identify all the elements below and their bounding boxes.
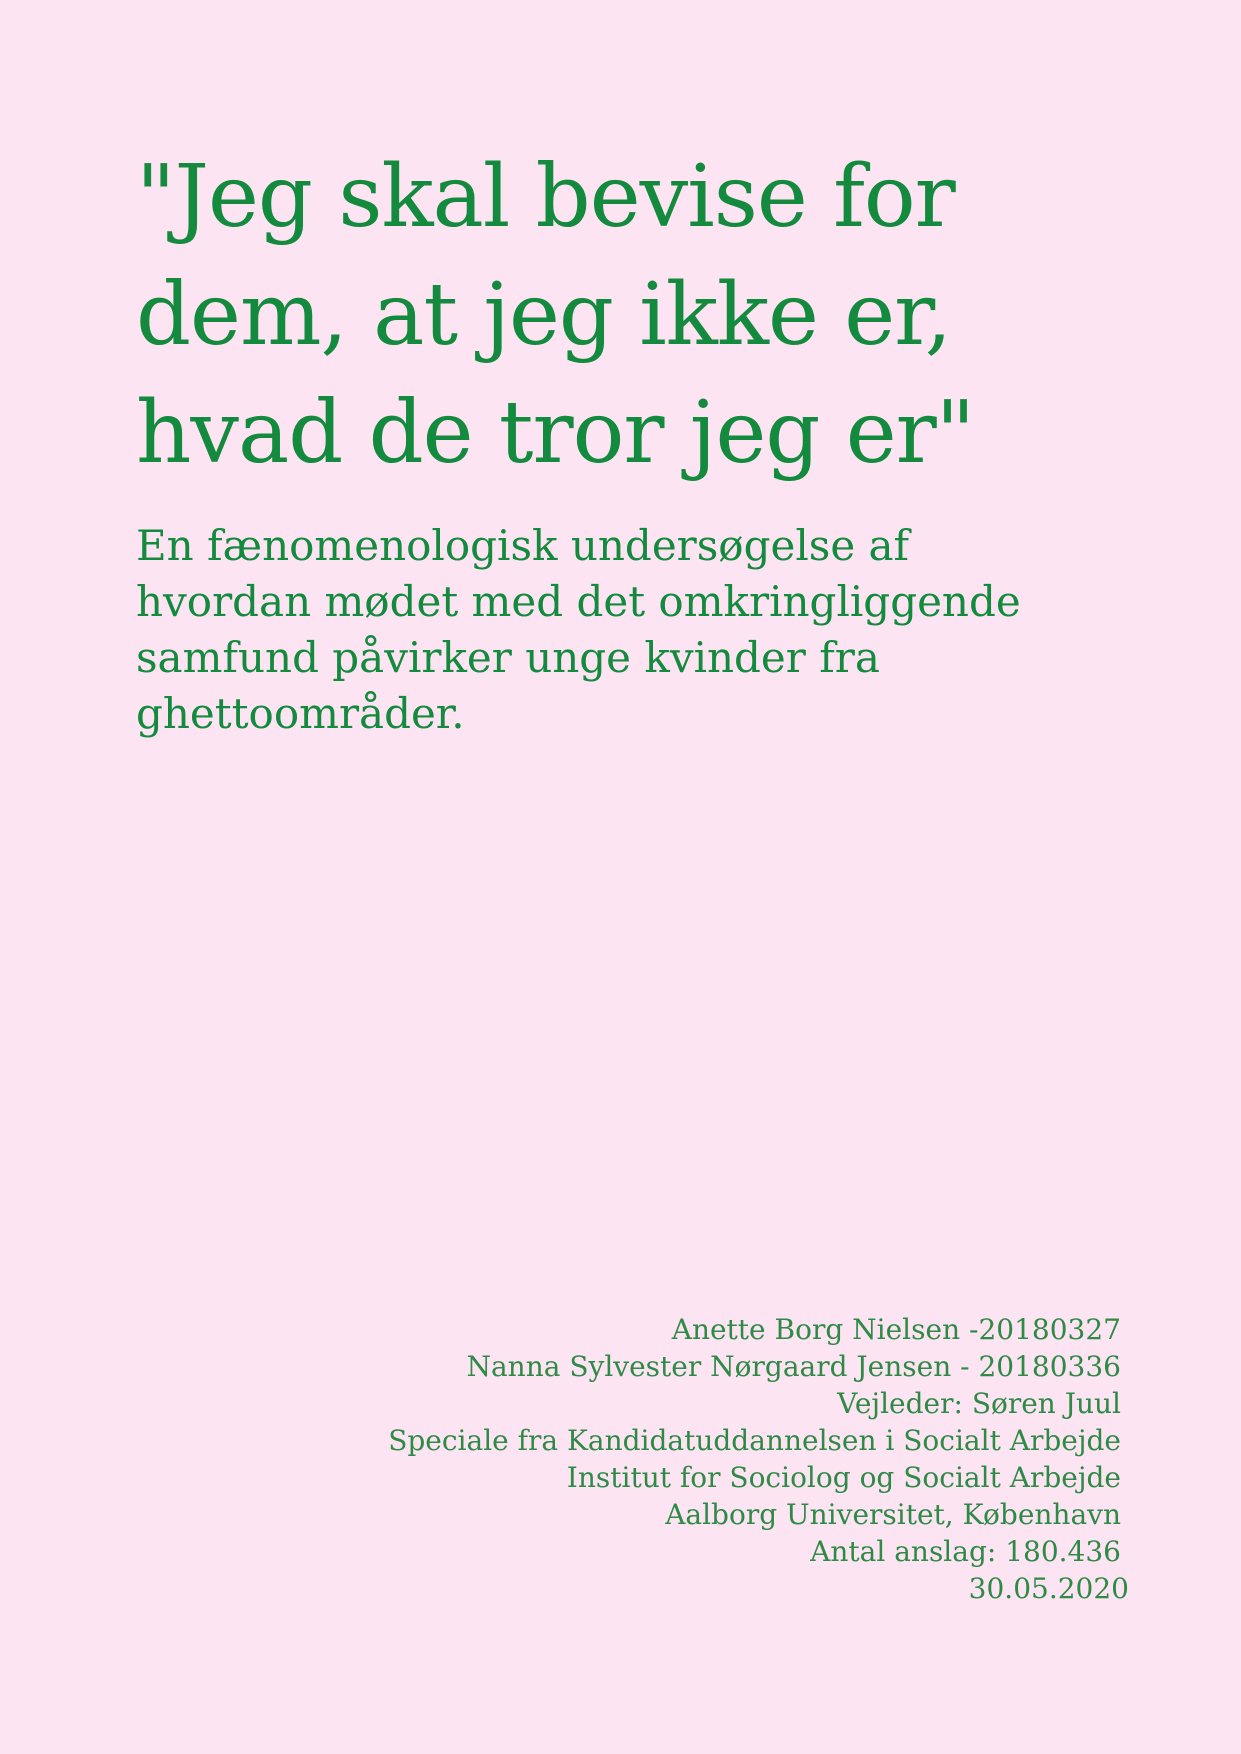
subtitle-line: ghettoområder. xyxy=(136,689,465,738)
page-subtitle xyxy=(136,518,1196,742)
institute: Institut for Sociolog og Socialt Arbejde xyxy=(566,1461,1121,1494)
program: Speciale fra Kandidatuddannelsen i Socialt Arbejde xyxy=(388,1424,1121,1457)
subtitle-line: hvordan mødet med det omkringliggende xyxy=(136,577,1021,626)
page-title xyxy=(136,138,1176,492)
title-line: "Jeg skal bevise for xyxy=(136,147,955,247)
subtitle-line: En fænomenologisk undersøgelse af xyxy=(136,521,910,570)
title-line: hvad de tror jeg er" xyxy=(136,383,975,483)
supervisor: Vejleder: Søren Juul xyxy=(837,1387,1121,1420)
university: Aalborg Universitet, København xyxy=(665,1498,1121,1531)
thesis-details xyxy=(388,1311,1129,1607)
character-count: Antal anslag: 180.436 xyxy=(810,1535,1121,1568)
subtitle-line: samfund påvirker unge kvinder fra xyxy=(136,633,880,682)
submission-date: 30.05.2020 xyxy=(968,1572,1129,1605)
author-1: Anette Borg Nielsen -20180327 xyxy=(671,1313,1121,1346)
title-line: dem, at jeg ikke er, xyxy=(136,265,952,365)
author-2: Nanna Sylvester Nørgaard Jensen - 20180336 xyxy=(466,1350,1121,1383)
